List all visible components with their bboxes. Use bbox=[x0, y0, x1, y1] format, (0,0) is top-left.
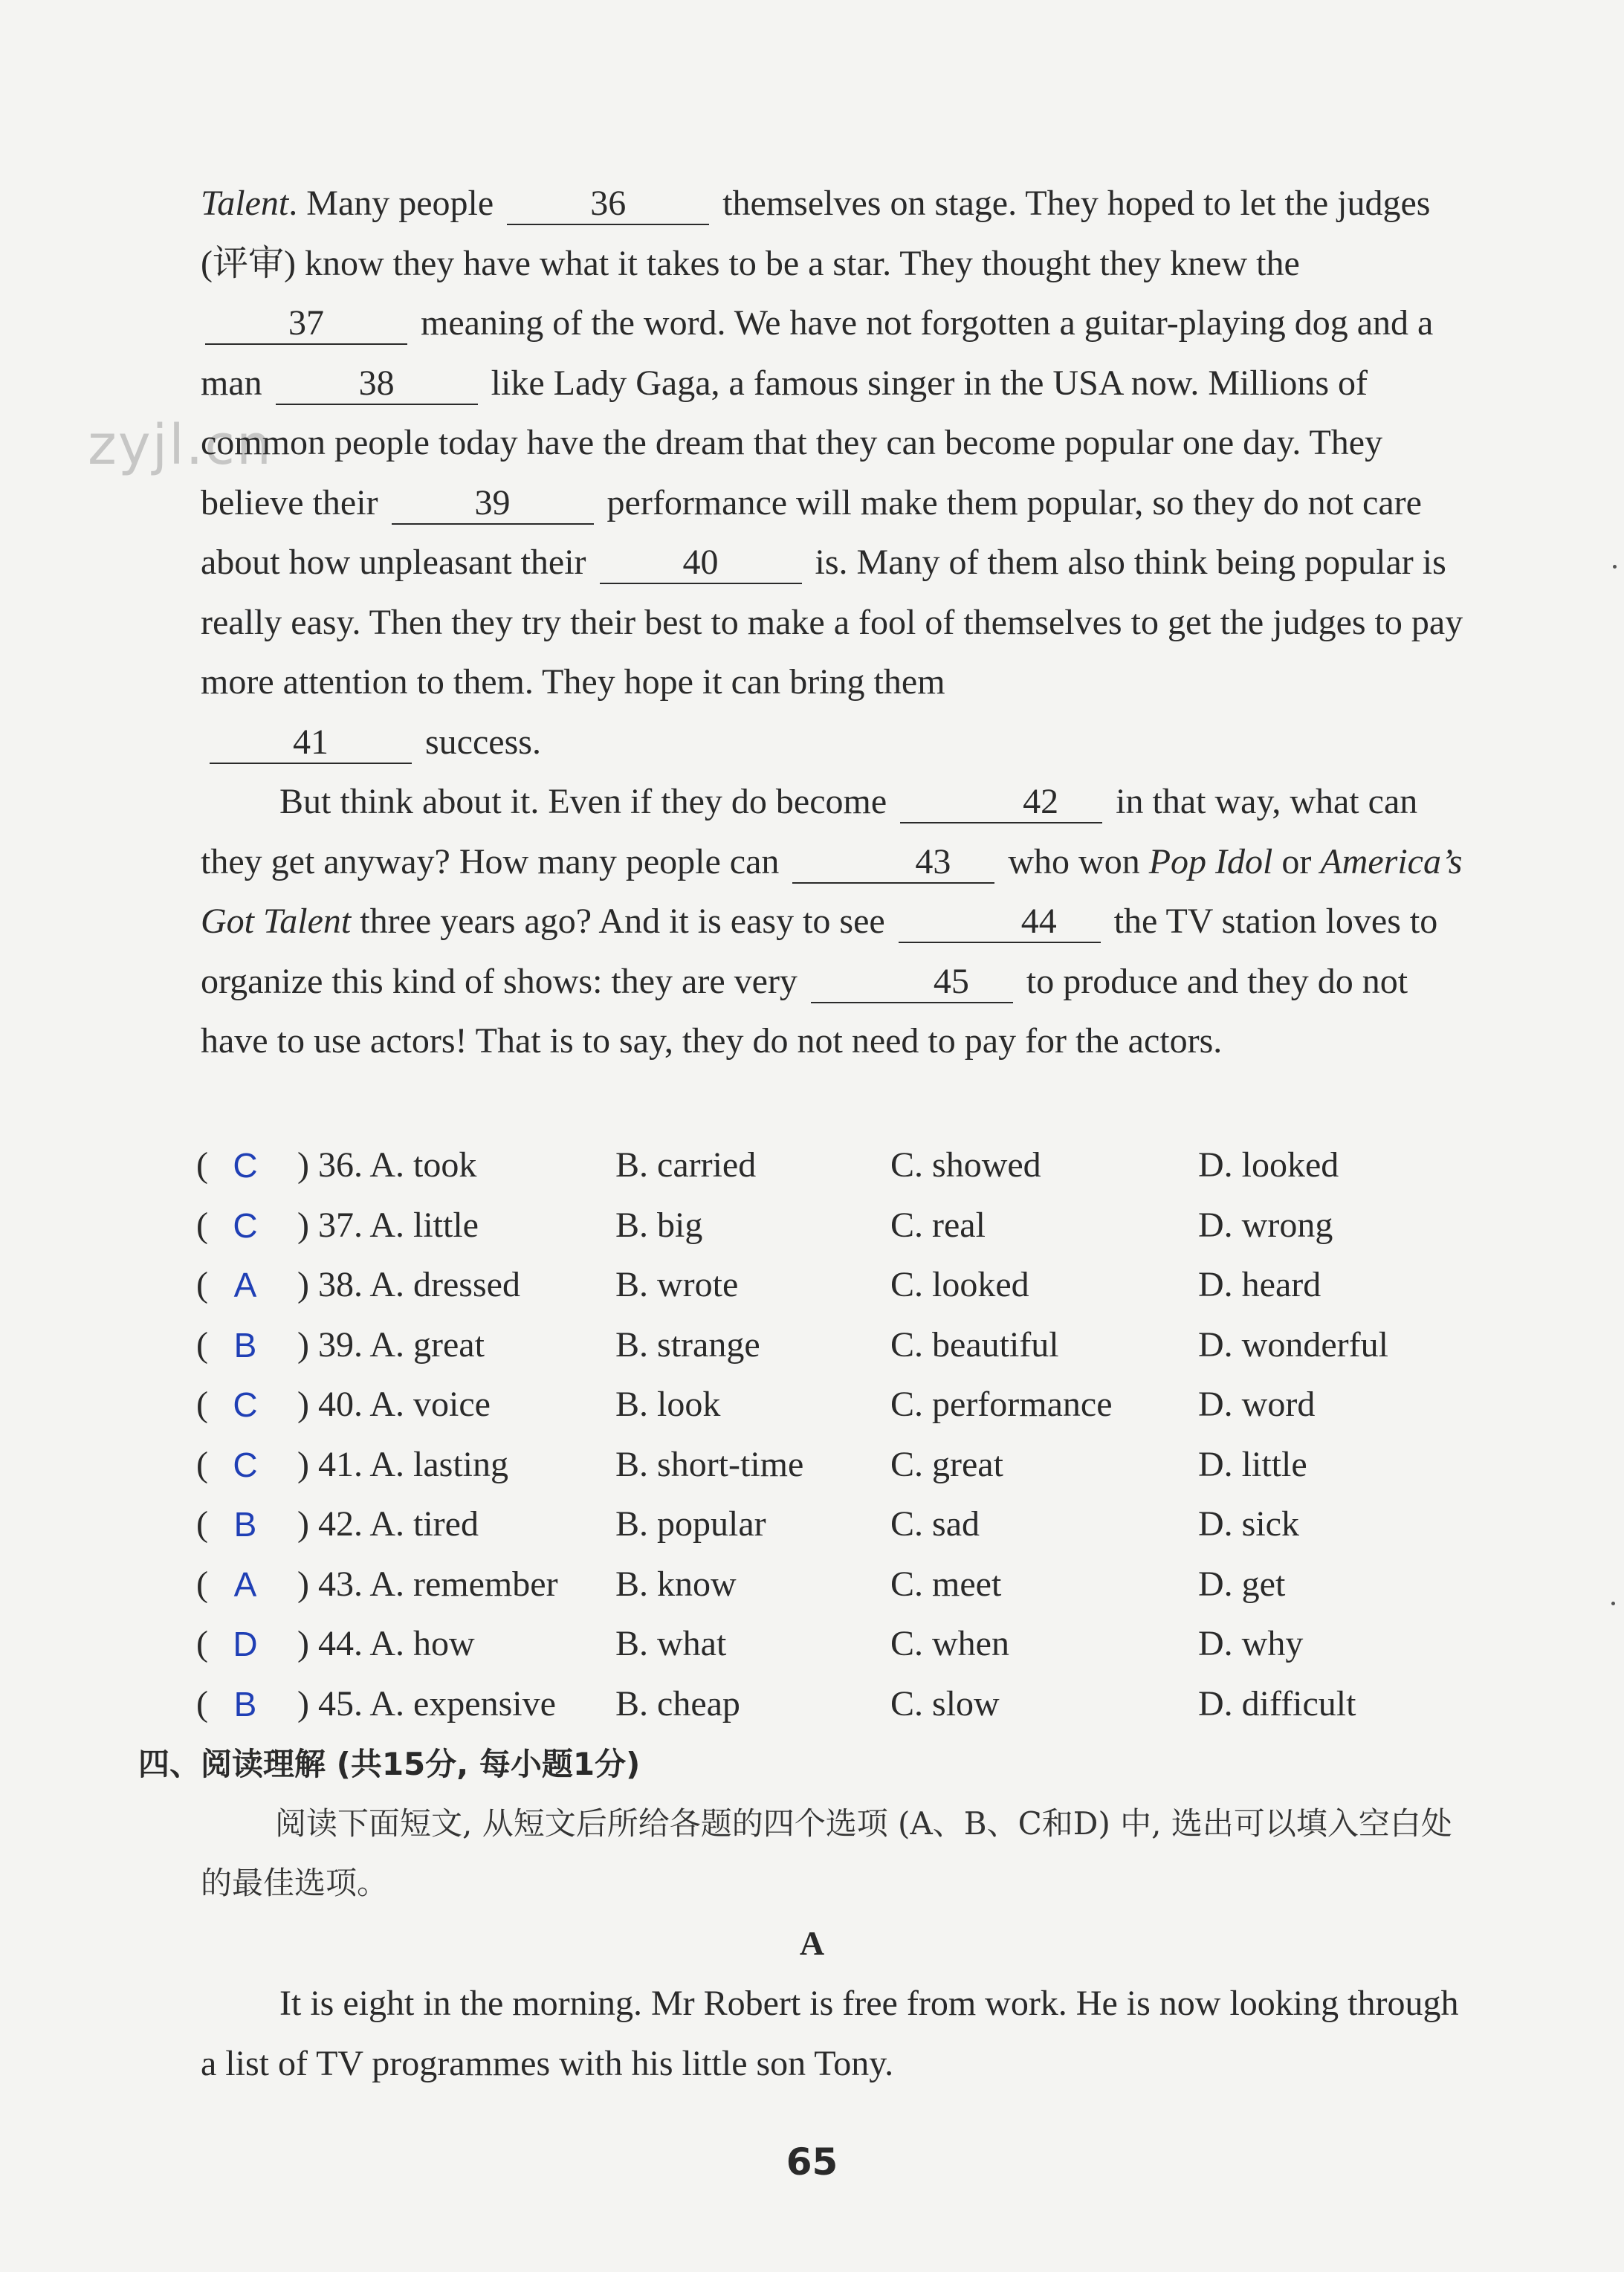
answer-mark: A bbox=[233, 1564, 257, 1604]
answer-mark: B bbox=[233, 1505, 257, 1544]
blank-40: 40 bbox=[600, 543, 802, 584]
blank-36: 36 bbox=[507, 184, 709, 225]
answer-mark: B bbox=[233, 1684, 257, 1724]
scan-dot bbox=[1611, 1602, 1615, 1605]
question-row: ( C ) 37. A. little B. big C. real D. wrong bbox=[196, 1196, 1475, 1256]
question-row: ( B ) 39. A. great B. strange C. beautiful D. wonderful bbox=[196, 1315, 1475, 1376]
blank-41: 41 bbox=[210, 722, 412, 764]
answer-mark: D bbox=[233, 1625, 258, 1663]
answer-mark: C bbox=[233, 1385, 258, 1424]
blank-42: 42 bbox=[900, 782, 1102, 823]
blank-45: 45 bbox=[811, 962, 1013, 1003]
cloze-passage bbox=[201, 174, 1479, 1072]
part-heading: A bbox=[799, 1924, 825, 1962]
passage-paragraph-1: Talent. Many people 36 themselves on stage. They hoped to let the judges (评审) know they have what it takes to be a star. They thought they knew the 37 meaning of the word. We have not forgotten a guitar-playing dog and a man 38 like Lady Gaga, a famous singer in the USA now. Millions of common people today have the dream that they can become popular one day. They believe their 39 performance will make them popular, so they do not care about how unpleasant their 40 is. Many of them also think being popular is really easy. Then they try their best to make a fool of themselves to get the judges to pay more attention to them. They hope it can bring them 41 success. bbox=[201, 174, 1479, 772]
question-row: ( A ) 43. A. remember B. know C. meet D. get bbox=[196, 1555, 1475, 1615]
blank-37: 37 bbox=[205, 303, 407, 345]
scan-dot bbox=[1613, 565, 1617, 569]
reading-paragraph: It is eight in the morning. Mr Robert is free from work. He is now looking through a list of TV programmes with his little son Tony. bbox=[201, 1984, 1459, 2083]
blank-39: 39 bbox=[392, 483, 594, 525]
reading-passage bbox=[201, 1974, 1479, 2094]
answer-mark: B bbox=[233, 1325, 257, 1365]
question-list bbox=[196, 1136, 1475, 1734]
blank-44: 44 bbox=[899, 902, 1101, 943]
answer-mark: C bbox=[233, 1146, 258, 1185]
answer-mark: C bbox=[233, 1205, 258, 1245]
question-row: ( C ) 41. A. lasting B. short-time C. great D. little bbox=[196, 1435, 1475, 1495]
question-row: ( A ) 38. A. dressed B. wrote C. looked D. heard bbox=[196, 1255, 1475, 1315]
question-row: ( D ) 44. A. how B. what C. when D. why bbox=[196, 1614, 1475, 1674]
watermark: zyjl.cn bbox=[88, 413, 273, 477]
blank-43: 43 bbox=[792, 842, 994, 884]
page-number: 65 bbox=[786, 2140, 838, 2184]
question-row: ( C ) 36. A. took B. carried C. showed D. looked bbox=[196, 1136, 1475, 1196]
answer-mark: A bbox=[233, 1266, 257, 1304]
question-row: ( B ) 42. A. tired B. popular C. sad D. sick bbox=[196, 1495, 1475, 1555]
question-row: ( B ) 45. A. expensive B. cheap C. slow D. difficult bbox=[196, 1674, 1475, 1735]
section-title: 四、阅读理解 (共15分, 每小题1分) bbox=[138, 1746, 641, 1782]
answer-mark: C bbox=[233, 1445, 258, 1484]
question-row: ( C ) 40. A. voice B. look C. performance D. word bbox=[196, 1375, 1475, 1435]
section-instructions: 阅读下面短文, 从短文后所给各题的四个选项 (A、B、C和D) 中, 选出可以填入空白处的最佳选项。 bbox=[201, 1805, 1452, 1901]
passage-paragraph-2: But think about it. Even if they do become 42 in that way, what can they get anyway? How many people can 43 who won Pop Idol or America’s Got Talent three years ago? And it is easy to see 44 the TV station loves to organize this kind of shows: they are very 45 to produce and they do not have to use actors! That is to say, they do not need to pay for the actors. bbox=[201, 782, 1463, 1061]
blank-38: 38 bbox=[276, 363, 478, 405]
